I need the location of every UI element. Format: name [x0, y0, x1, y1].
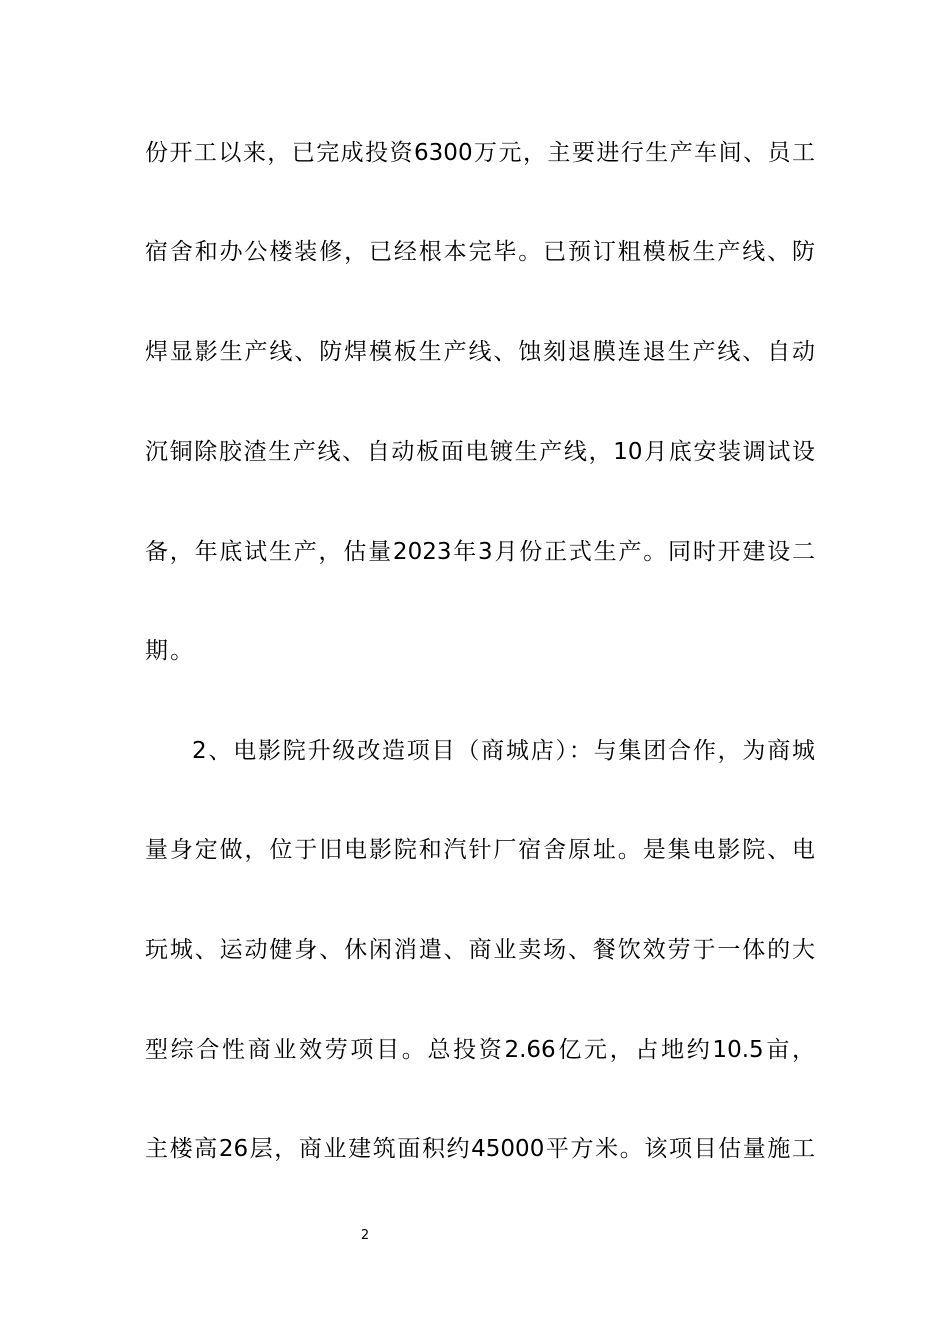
paragraph-line: 2、电影院升级改造项目（商城店）：与集团合作，为商城 — [192, 738, 815, 764]
paragraph-line: 焊显影生产线、防焊模板生产线、蚀刻退膜连退生产线、自动 — [145, 339, 815, 365]
paragraph-line: 份开工以来，已完成投资6300万元，主要进行生产车间、员工 — [145, 140, 815, 166]
page-number: 2 — [360, 1228, 370, 1243]
paragraph-line: 玩城、运动健身、休闲消遣、商业卖场、餐饮效劳于一体的大 — [145, 937, 815, 963]
paragraph-line: 量身定做，位于旧电影院和汽针厂宿舍原址。是集电影院、电 — [145, 837, 815, 863]
paragraph-line: 宿舍和办公楼装修，已经根本完毕。已预订粗模板生产线、防 — [145, 239, 815, 265]
paragraph-line: 主楼高26层，商业建筑面积约45000平方米。该项目估量施工 — [145, 1136, 815, 1162]
paragraph-line: 备，年底试生产，估量2023年3月份正式生产。同时开建设二 — [145, 539, 815, 565]
paragraph-line: 期。 — [145, 638, 196, 664]
paragraph-line: 沉铜除胶渣生产线、自动板面电镀生产线，10月底安装调试设 — [145, 439, 815, 465]
paragraph-line: 型综合性商业效劳项目。总投资2.66亿元，占地约10.5亩， — [145, 1037, 815, 1063]
